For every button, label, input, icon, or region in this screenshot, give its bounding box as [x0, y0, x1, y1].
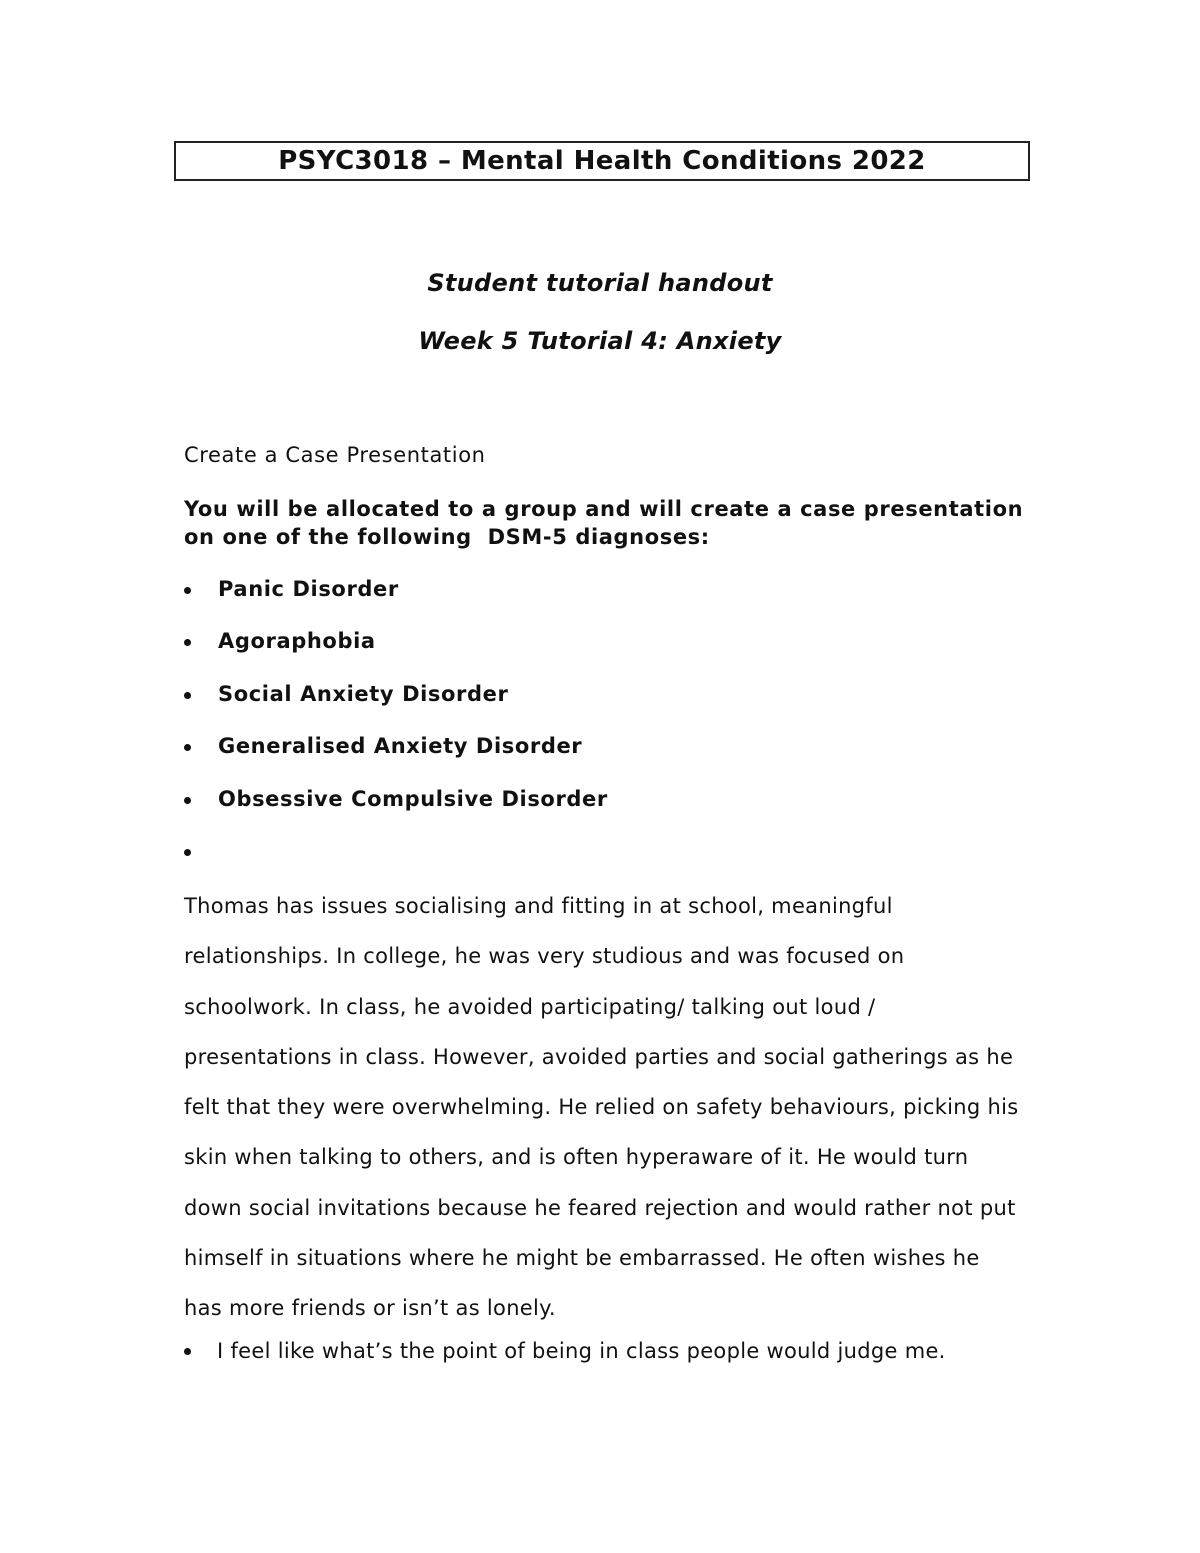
- intro-line: on one of the following DSM-5 diagnoses:: [184, 525, 710, 549]
- case-line: relationships. In college, he was very studious and was focused on: [184, 944, 905, 969]
- bullet-icon: [184, 1348, 191, 1355]
- case-line: schoolwork. In class, he avoided participating/ talking out loud /: [184, 994, 876, 1019]
- bullet-icon: [184, 587, 191, 594]
- diagnosis-label: Social Anxiety Disorder: [218, 681, 509, 706]
- case-line: himself in situations where he might be embarrassed. He often wishes he: [184, 1246, 980, 1271]
- case-line: has more friends or isn’t as lonely.: [184, 1296, 556, 1321]
- bullet-icon: [184, 797, 191, 804]
- week-heading: Week 5 Tutorial 4: Anxiety: [418, 327, 782, 355]
- intro-line: You will be allocated to a group and will create a case presentation: [184, 497, 1024, 521]
- bullet-icon: [184, 849, 191, 856]
- bullet-icon: [184, 639, 191, 646]
- quote-text: I feel like what’s the point of being in class people would judge me.: [217, 1339, 946, 1363]
- intro-paragraph: [184, 495, 1024, 551]
- bullet-icon: [184, 692, 191, 699]
- case-description: [184, 881, 1034, 1334]
- case-line: Thomas has issues socialising and fitting in at school, meaningful: [184, 894, 893, 918]
- diagnosis-label: Agoraphobia: [218, 629, 376, 654]
- case-line: presentations in class. However, avoided parties and social gatherings as he: [184, 1044, 1014, 1069]
- handout-subtitle: Student tutorial handout: [427, 269, 773, 297]
- case-line: skin when talking to others, and is often hyperaware of it. He would turn: [184, 1145, 969, 1170]
- document-title: PSYC3018 – Mental Health Conditions 2022: [174, 141, 1030, 181]
- diagnosis-label: Obsessive Compulsive Disorder: [218, 786, 608, 811]
- section-heading: Create a Case Presentation: [184, 443, 486, 467]
- diagnosis-label: Panic Disorder: [218, 577, 399, 601]
- diagnosis-label: Generalised Anxiety Disorder: [218, 734, 583, 759]
- case-line: felt that they were overwhelming. He relied on safety behaviours, picking his: [184, 1095, 1019, 1120]
- case-line: down social invitations because he feared rejection and would rather not put: [184, 1195, 1016, 1220]
- bullet-icon: [184, 744, 191, 751]
